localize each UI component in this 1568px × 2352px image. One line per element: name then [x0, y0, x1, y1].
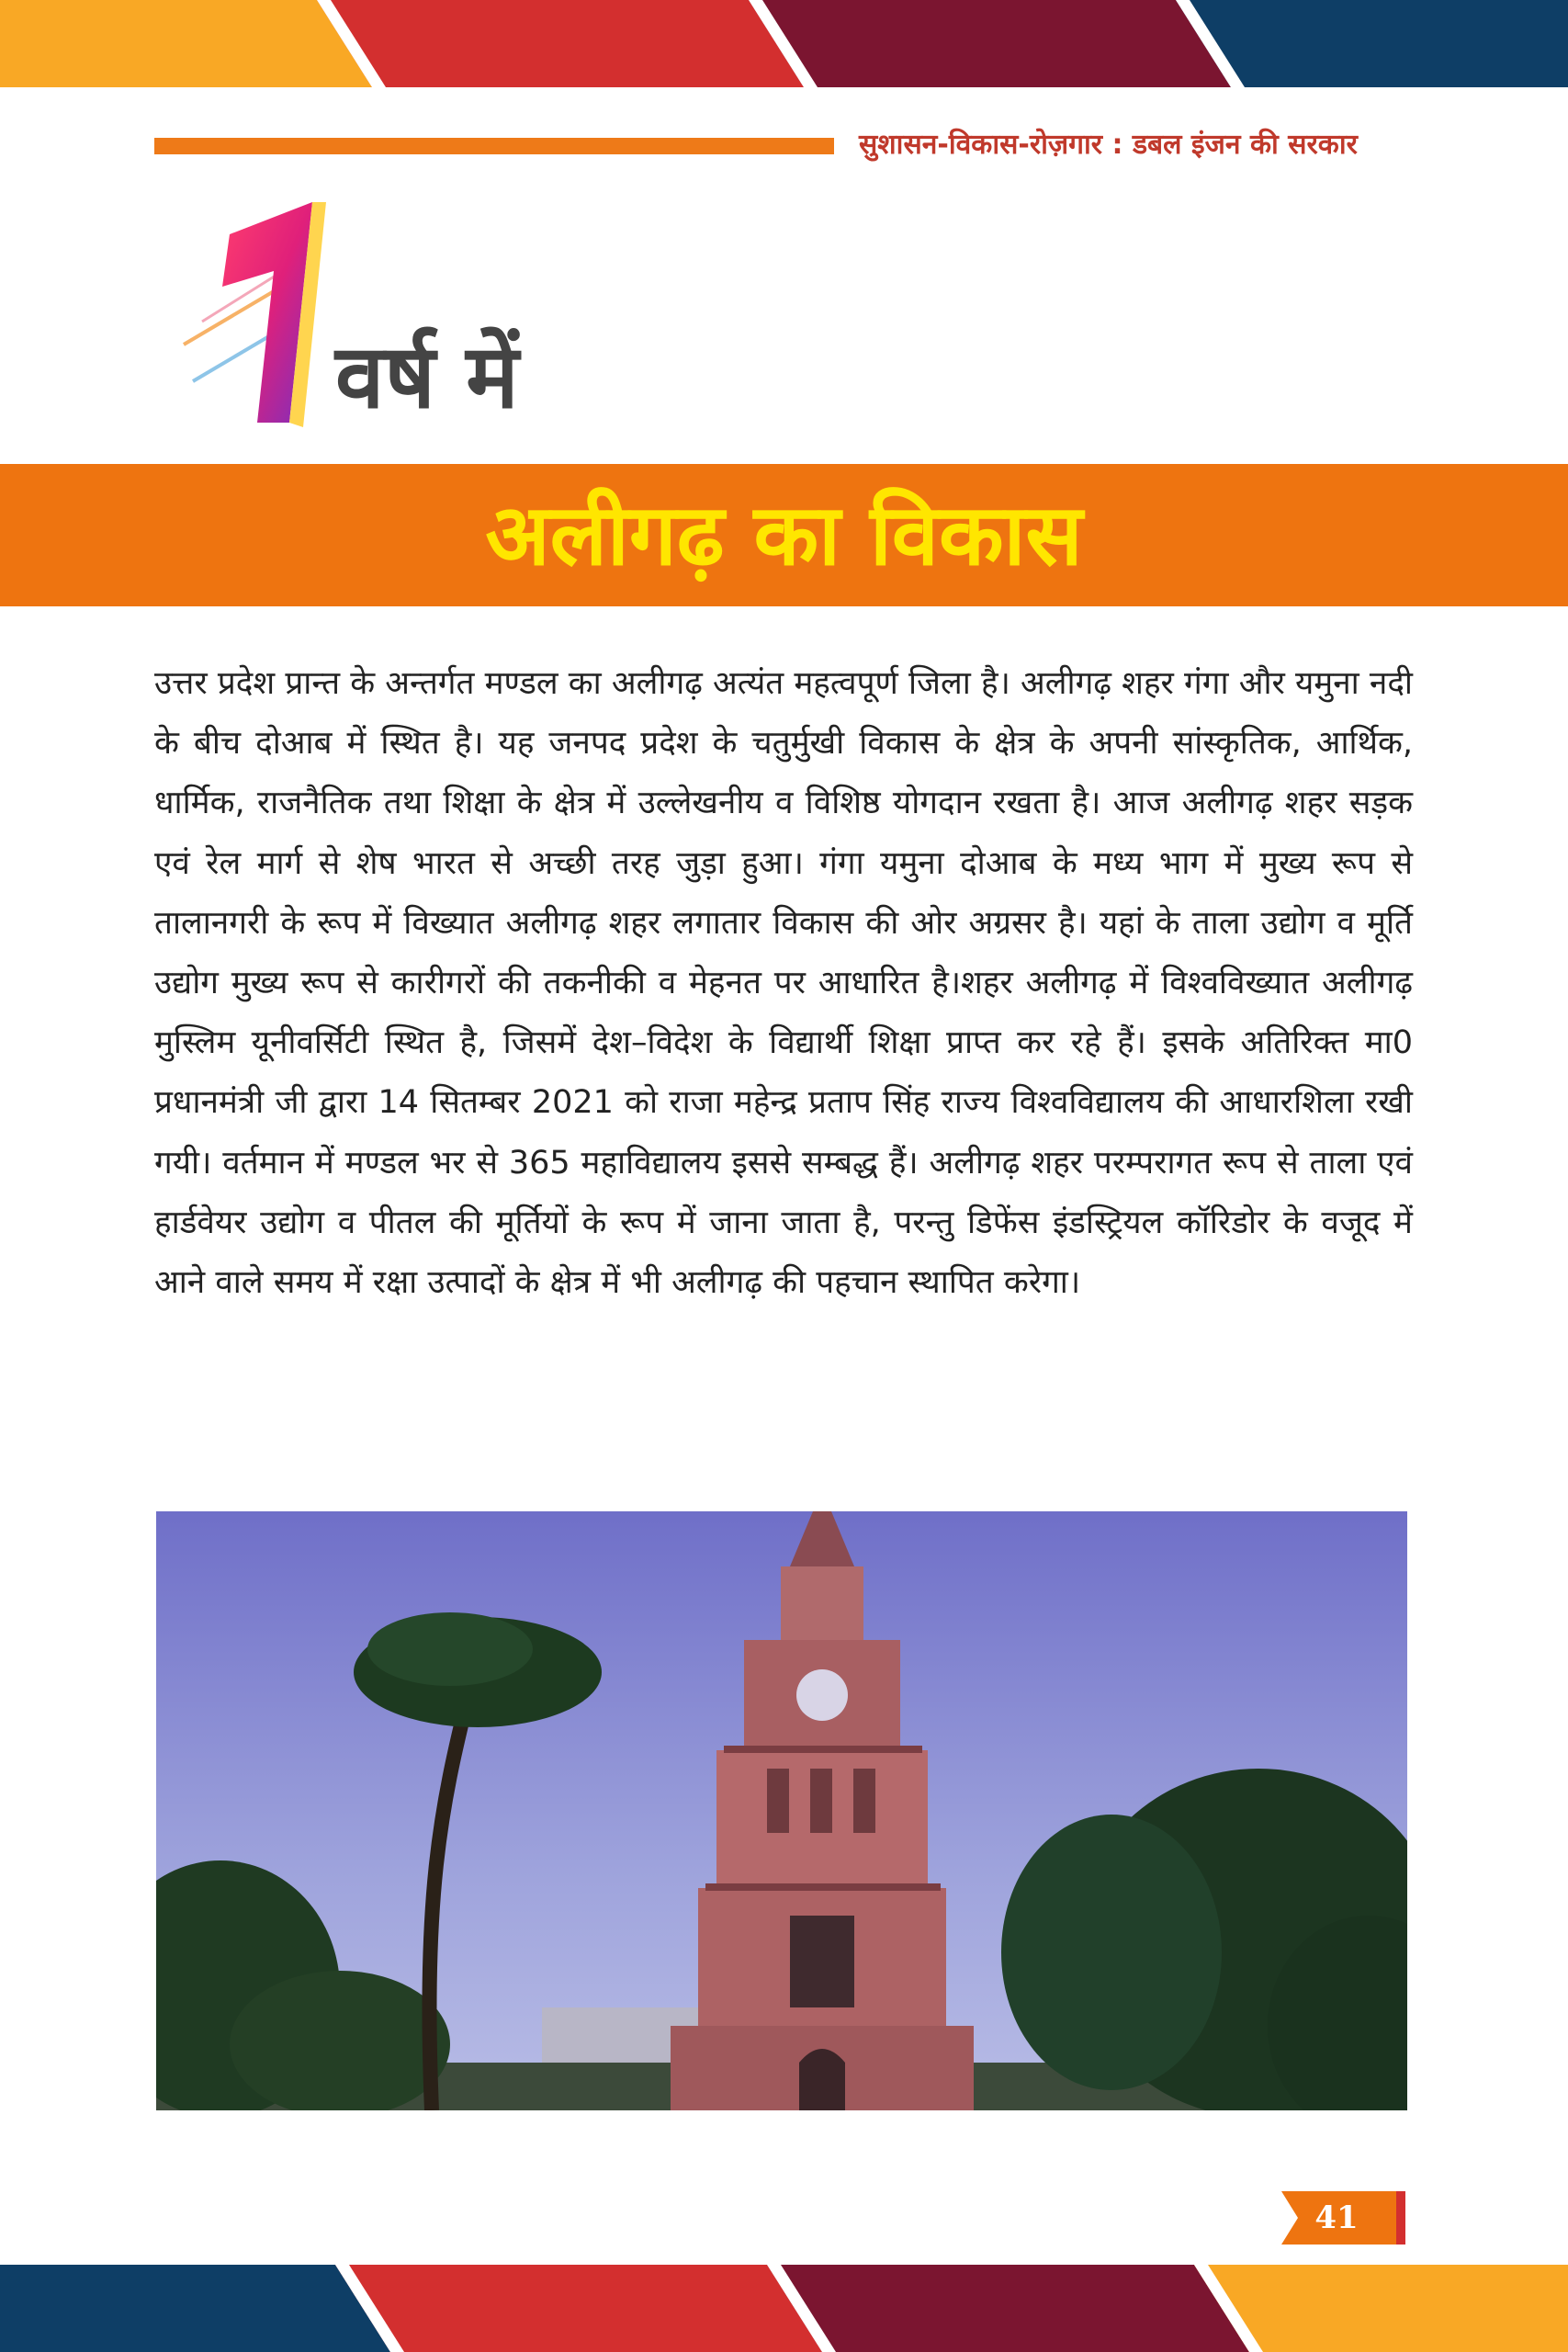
- title-banner: [0, 464, 1568, 606]
- body-paragraph: उत्तर प्रदेश प्रान्त के अन्तर्गत मण्डल का अलीगढ़ अत्यंत महत्वपूर्ण जिला है। अलीगढ़ शहर गंगा और यमुना नदी के बीच दोआब में स्थित है। यह जनपद प्रदेश के चतुर्मुखी विकास के क्षेत्र के अपनी सांस्कृतिक, आर्थिक, धार्मिक, राजनैतिक तथा शिक्षा के क्षेत्र में उल्लेखनीय व विशिष्ठ योगदान रखता है। आज अलीगढ़ शहर सड़क एवं रेल मार्ग से शेष भारत से अच्छी तरह जुड़ा हुआ। गंगा यमुना दोआब के मध्य भाग में मुख्य रूप से तालानगरी के रूप में विख्यात अलीगढ़ शहर लगातार विकास की ओर अग्रसर है। यहां के ताला उद्योग व मूर्ति उद्योग मुख्य रूप से कारीगरों की तकनीकी व मेहनत पर आधारित है।शहर अलीगढ़ में विश्वविख्यात अलीगढ़ मुस्लिम यूनीवर्सिटी स्थित है, जिसमें देश–विदेश के विद्यार्थी शिक्षा प्राप्त कर रहे हैं। इसके अतिरिक्त मा0 प्रधानमंत्री जी द्वारा 14 सितम्बर 2021 को राजा महेन्द्र प्रताप सिंह राज्य विश्वविद्यालय की आधारशिला रखी गयी। वर्तमान में मण्डल भर से 365 महाविद्यालय इससे सम्बद्ध हैं। अलीगढ़ शहर परम्परागत रूप से ताला एवं हार्डवेयर उद्योग व पीतल की मूर्तियों के रूप में जाना जाता है, परन्तु डिफेंस इंडस्ट्रियल कॉरिडोर के वजूद में आने वाले समय में रक्षा उत्पादों के क्षेत्र में भी अलीगढ़ की पहचान स्थापित करेगा।: [154, 665, 1413, 1302]
- clock-tower-photo: [156, 1511, 1407, 2110]
- one-year-numeral-logo: [175, 184, 358, 441]
- years-text: वर्ष में: [335, 324, 519, 428]
- bottom-color-band: [0, 2265, 1568, 2352]
- header-rule: [154, 138, 834, 154]
- header-tagline: सुशासन-विकास-रोज़गार : डबल इंजन की सरकार: [859, 129, 1358, 161]
- page-number: 41: [1314, 2199, 1359, 2236]
- page-title: अलीगढ़ का विकास: [485, 486, 1083, 584]
- top-color-band: [0, 0, 1568, 87]
